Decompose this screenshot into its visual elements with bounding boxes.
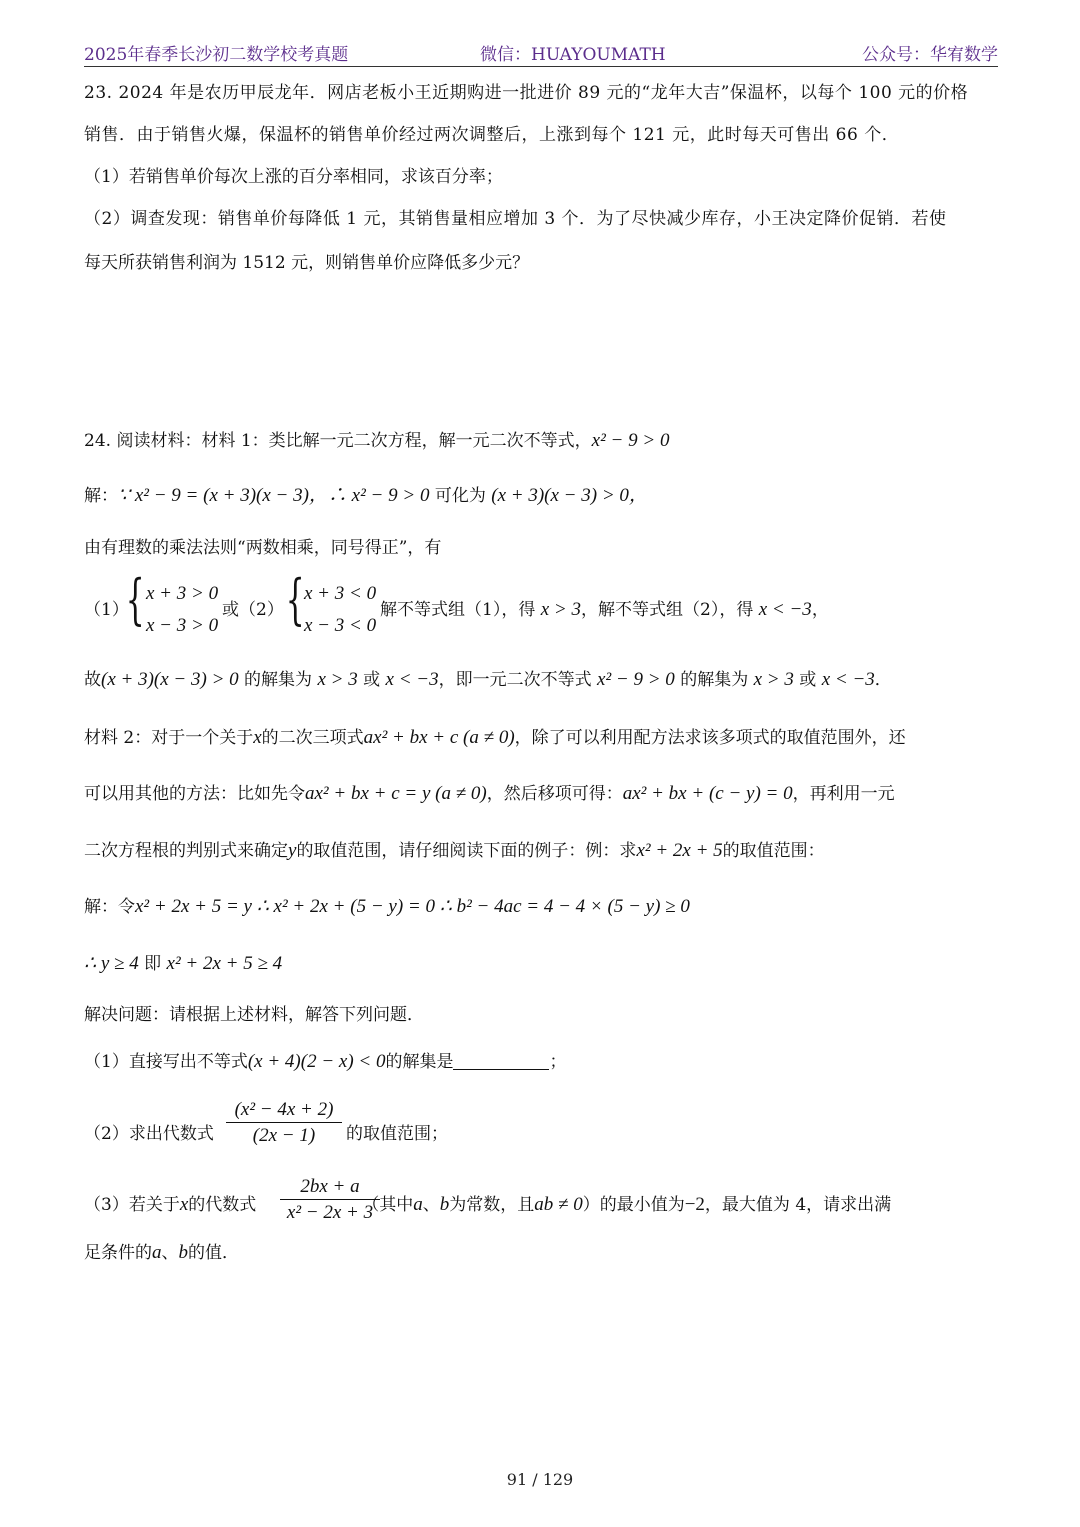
conclusion-text-4: ，即一元二次不等式 bbox=[438, 670, 598, 690]
conclusion-text-5: 的解集为 bbox=[674, 670, 754, 690]
conclusion-text-2: 的解集为 bbox=[238, 670, 318, 690]
header-wechat: 微信：HUAYOUMATH bbox=[480, 45, 666, 65]
task-3-text-1: （3）若关于 bbox=[84, 1195, 180, 1215]
system-solution bbox=[380, 597, 829, 623]
q24-intro-text: 24. 阅读材料：材料 1：类比解一元二次方程，解一元二次不等式， bbox=[84, 431, 592, 451]
system-label-1: （1） bbox=[84, 600, 129, 620]
q23-line1: 23. 2024 年是农历甲辰龙年．网店老板小王近期购进一批进价 89 元的“龙年大吉”保温杯，以每个 100 元的价格 bbox=[84, 83, 969, 103]
material2-var-y: y bbox=[288, 840, 297, 861]
task-3-text-4: 、 bbox=[422, 1195, 440, 1215]
system-solution-math-1: x > 3 bbox=[540, 599, 581, 620]
system-1-eq-a: x + 3 > 0 bbox=[146, 583, 219, 604]
material2-math-3: ax² + bx + (c − y) = 0 bbox=[622, 783, 793, 804]
conclusion-math-6: x < −3 bbox=[821, 669, 875, 690]
system-solution-math-2: x < −3 bbox=[758, 599, 812, 620]
task-3-var-b: b bbox=[439, 1194, 450, 1215]
left-brace-1: { bbox=[125, 568, 145, 631]
solution-math-1: ∵ x² − 9 = (x + 3)(x − 3)，∴ x² − 9 > 0 bbox=[118, 485, 430, 506]
task-3-var-x: x bbox=[179, 1194, 189, 1215]
material2-var-x: x bbox=[253, 727, 262, 748]
task-intro: 解决问题：请根据上述材料，解答下列问题． bbox=[84, 1005, 424, 1025]
solution-text-1: 可化为 bbox=[429, 486, 492, 506]
page-number: 91 / 129 bbox=[506, 1470, 574, 1489]
system-solution-text-1: 解不等式组（1），得 bbox=[380, 600, 541, 620]
material2-text-2: 的二次三项式 bbox=[261, 728, 364, 748]
task-3-text-8: 足条件的 bbox=[84, 1243, 152, 1263]
task-3-text-7: ，最大值为 4，请求出满 bbox=[704, 1195, 892, 1215]
example-result-text: 即 bbox=[138, 954, 167, 974]
task-3-line1 bbox=[84, 1192, 891, 1218]
conclusion-math-2: x > 3 bbox=[317, 669, 358, 690]
conclusion-text-7: ． bbox=[874, 670, 892, 690]
task-2-label: （2）求出代数式 bbox=[84, 1124, 214, 1144]
material2-text-1: 材料 2：对于一个关于 bbox=[84, 728, 254, 748]
task-3-var-b-2: b bbox=[178, 1242, 188, 1263]
q24-intro bbox=[84, 428, 669, 454]
task-3-text-6: ）的最小值为 bbox=[582, 1195, 685, 1215]
q23-line2: 销售．由于销售火爆，保温杯的销售单价经过两次调整后，上涨到每个 121 元，此时每天可售出 66 个． bbox=[84, 125, 900, 145]
material2-text-6: ，再利用一元 bbox=[792, 784, 895, 804]
material2-math-1: ax² + bx + c (a ≠ 0) bbox=[363, 727, 515, 748]
material2-line1 bbox=[84, 725, 906, 751]
conclusion-text-6: 或 bbox=[793, 670, 822, 690]
answer-blank[interactable] bbox=[453, 1051, 549, 1070]
task-3-text-2: 的代数式 bbox=[188, 1195, 257, 1215]
task-2-fraction bbox=[226, 1099, 342, 1147]
solution-math-2: (x + 3)(x − 3) > 0， bbox=[491, 485, 648, 506]
example-result-math-1: ∴ y ≥ 4 bbox=[84, 953, 139, 974]
conclusion-text-3: 或 bbox=[357, 670, 386, 690]
q24-solution-line bbox=[84, 483, 648, 509]
task-3-text-10: 的值． bbox=[188, 1243, 239, 1263]
material2-math-4: x² + 2x + 5 bbox=[636, 840, 723, 861]
example-result bbox=[84, 951, 282, 977]
task-3-math-ab: ab ≠ 0 bbox=[534, 1194, 583, 1215]
material2-line3 bbox=[84, 838, 825, 864]
task-3-text-3: （其中 bbox=[362, 1195, 414, 1215]
task-1-text-1: （1）直接写出不等式 bbox=[84, 1052, 248, 1072]
q24-intro-math: x² − 9 > 0 bbox=[591, 430, 670, 451]
task-3-fraction bbox=[280, 1176, 380, 1224]
system-solution-text-2: ，解不等式组（2），得 bbox=[581, 600, 759, 620]
system-2-eq-b: x − 3 < 0 bbox=[304, 615, 377, 636]
header-account: 公众号：华宥数学 bbox=[862, 45, 998, 65]
task-2-text: 的取值范围； bbox=[346, 1124, 448, 1144]
task-2-numerator: (x² − 4x + 2) bbox=[234, 1099, 334, 1120]
q23-part2-line1: （2）调查发现：销售单价每降低 1 元，其销售量相应增加 3 个．为了尽快减少库存，小王决定降价促销．若使 bbox=[84, 209, 947, 229]
conclusion-text-1: 故 bbox=[84, 670, 101, 690]
material2-text-5: ，然后移项可得： bbox=[486, 784, 623, 804]
task-3-numerator: 2bx + a bbox=[300, 1176, 360, 1197]
q24-rule: 由有理数的乘法法则“两数相乘，同号得正”，有 bbox=[84, 538, 442, 558]
conclusion-math-5: x > 3 bbox=[753, 669, 794, 690]
material2-line2 bbox=[84, 781, 895, 807]
conclusion-math-4: x² − 9 > 0 bbox=[597, 669, 675, 690]
material2-math-2: ax² + bx + c = y (a ≠ 0) bbox=[305, 783, 487, 804]
q23-part1: （1）若销售单价每次上涨的百分率相同，求该百分率； bbox=[84, 167, 503, 187]
task-3-var-a-2: a bbox=[152, 1242, 162, 1263]
system-1-eq-b: x − 3 > 0 bbox=[146, 615, 219, 636]
example-label: 解：令 bbox=[84, 897, 135, 917]
solution-label: 解： bbox=[84, 486, 118, 506]
q23-part2-line2: 每天所获销售利润为 1512 元，则销售单价应降低多少元？ bbox=[84, 253, 530, 273]
page-header bbox=[84, 38, 998, 67]
system-or: 或（2） bbox=[222, 600, 284, 620]
task-3-min: −2 bbox=[684, 1194, 705, 1215]
left-brace-2: { bbox=[285, 568, 305, 631]
task-3-text-9: 、 bbox=[161, 1243, 179, 1263]
task-3-var-a: a bbox=[413, 1194, 423, 1215]
task-1-text-2: 的解集是 bbox=[385, 1052, 454, 1072]
task-3-denominator: x² − 2x + 3 bbox=[286, 1202, 374, 1223]
task-2-denominator: (2x − 1) bbox=[252, 1125, 316, 1146]
material2-text-8: 的取值范围，请仔细阅读下面的例子：例：求 bbox=[296, 841, 637, 861]
example-result-math-2: x² + 2x + 5 ≥ 4 bbox=[166, 953, 283, 974]
material2-text-3: ，除了可以利用配方法求该多项式的取值范围外，还 bbox=[514, 728, 906, 748]
task-1-math: (x + 4)(2 − x) < 0 bbox=[247, 1051, 386, 1072]
task-1-text-3: ； bbox=[549, 1052, 567, 1072]
system-solution-text-3: ， bbox=[811, 600, 829, 620]
conclusion-math-1: (x + 3)(x − 3) > 0 bbox=[101, 669, 239, 690]
material2-text-9: 的取值范围： bbox=[722, 841, 825, 861]
task-3-text-5: 为常数，且 bbox=[449, 1195, 535, 1215]
material2-text-4: 可以用其他的方法：比如先令 bbox=[84, 784, 305, 804]
q24-conclusion bbox=[84, 667, 892, 693]
task-1 bbox=[84, 1049, 566, 1075]
header-title: 2025年春季长沙初二数学校考真题 bbox=[84, 45, 349, 65]
example-math: x² + 2x + 5 = y ∴ x² + 2x + (5 − y) = 0 ∴ b² − 4ac = 4 − 4 × (5 − y) ≥ 0 bbox=[135, 896, 690, 917]
task-3-line2 bbox=[84, 1240, 239, 1266]
system-2-eq-a: x + 3 < 0 bbox=[304, 583, 377, 604]
conclusion-math-3: x < −3 bbox=[385, 669, 439, 690]
example-solution bbox=[84, 894, 690, 920]
material2-text-7: 二次方程根的判别式来确定 bbox=[84, 841, 288, 861]
